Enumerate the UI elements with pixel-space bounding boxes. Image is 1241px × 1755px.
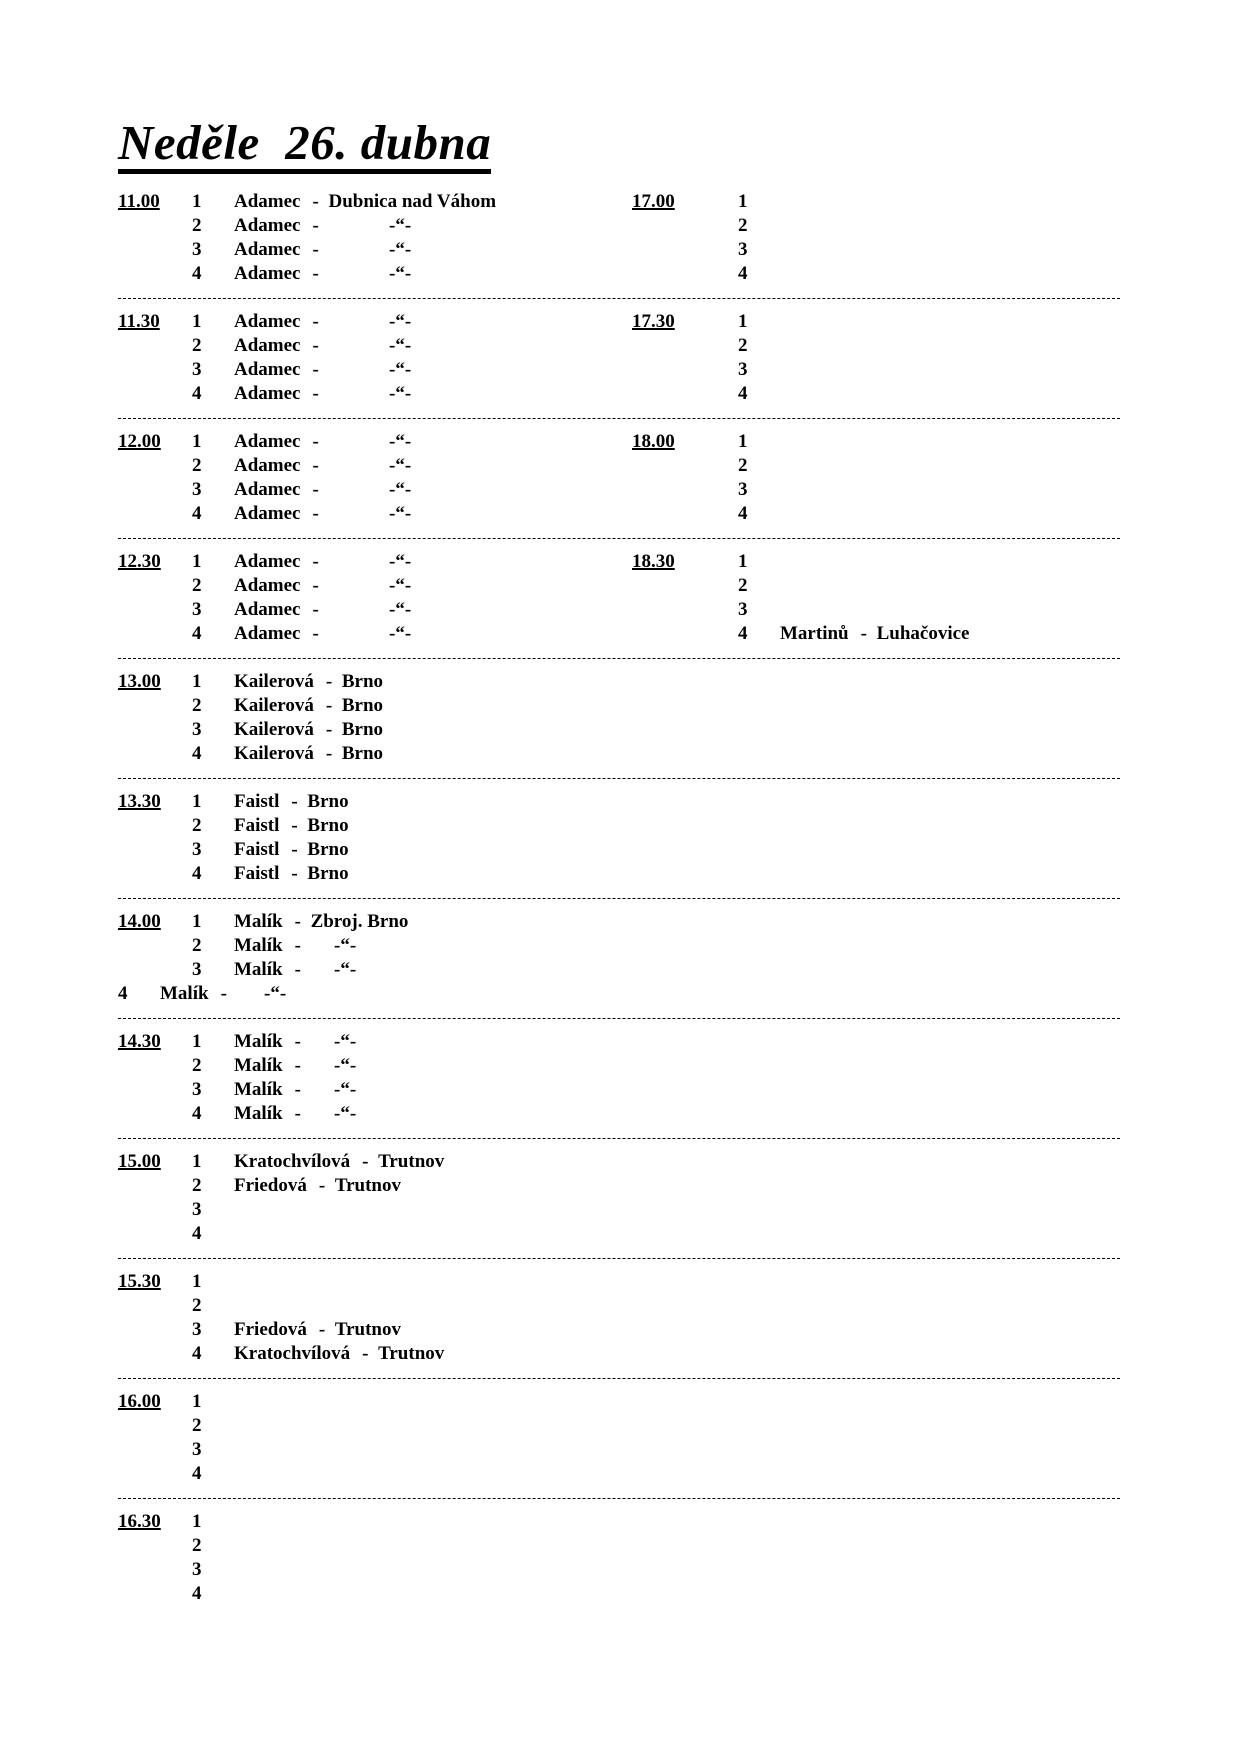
lane-number: 4 [192, 863, 202, 884]
page-title: Neděle 26. dubna [118, 118, 491, 174]
lane-number: 2 [192, 575, 202, 596]
dash-separator: - [312, 359, 319, 380]
lane-number: 1 [738, 551, 748, 572]
lane-number: 2 [738, 335, 748, 356]
slot-time: 13.30 [118, 791, 161, 812]
club-name: Luhačovice [876, 623, 970, 644]
club-name: Brno [341, 719, 384, 740]
competitor-name: Adamec [234, 383, 301, 404]
lane-number: 4 [192, 1223, 202, 1244]
club-name: Trutnov [378, 1151, 445, 1172]
dash-separator: - [312, 479, 319, 500]
club-name: -“- [389, 551, 412, 572]
competitor-name: Adamec [234, 335, 301, 356]
competitor-name: Martinů [780, 623, 849, 644]
club-name: -“- [389, 311, 412, 332]
club-name: -“- [389, 575, 412, 596]
block-divider [118, 1378, 1120, 1379]
slot-time: 13.00 [118, 671, 161, 692]
lane-number: 2 [192, 1535, 202, 1556]
dash-separator: - [291, 791, 298, 812]
dash-separator: - [312, 455, 319, 476]
club-name: -“- [334, 1031, 357, 1052]
competitor-name: Malík [234, 959, 283, 980]
competitor-name: Malík [234, 1103, 283, 1124]
competitor-name: Adamec [234, 239, 301, 260]
dash-separator: - [318, 1319, 326, 1340]
club-name: -“- [389, 431, 412, 452]
competitor-name: Adamec [234, 431, 301, 452]
lane-number: 1 [192, 191, 202, 212]
dash-separator: - [325, 671, 333, 692]
dash-separator: - [291, 815, 298, 836]
competitor-name: Malík [234, 1031, 283, 1052]
dash-separator: - [312, 191, 319, 212]
block-divider [118, 1138, 1120, 1139]
lane-number: 3 [192, 1439, 202, 1460]
dash-separator: - [312, 311, 319, 332]
competitor-name: Adamec [234, 215, 301, 236]
dash-separator: - [294, 1055, 301, 1076]
slot-time: 18.00 [632, 431, 675, 452]
slot-time: 11.00 [118, 191, 160, 212]
dash-separator: - [312, 503, 319, 524]
dash-separator: - [312, 263, 319, 284]
lane-number: 2 [192, 1055, 202, 1076]
competitor-name: Adamec [234, 575, 301, 596]
competitor-name: Kailerová [234, 743, 314, 764]
block-divider [118, 898, 1120, 899]
dash-separator: - [294, 1031, 301, 1052]
competitor-name: Malík [160, 983, 209, 1004]
lane-number: 1 [192, 551, 202, 572]
lane-number: 4 [192, 1343, 202, 1364]
club-name: -“- [334, 935, 357, 956]
lane-number: 4 [192, 1583, 202, 1604]
lane-number: 4 [738, 503, 748, 524]
block-divider [118, 1018, 1120, 1019]
slot-time: 14.00 [118, 911, 161, 932]
dash-separator: - [312, 575, 319, 596]
dash-separator: - [220, 983, 227, 1004]
lane-number: 4 [192, 263, 202, 284]
block-divider [118, 298, 1120, 299]
dash-separator: - [294, 959, 301, 980]
lane-number: 4 [192, 1103, 202, 1124]
slot-time: 17.30 [632, 311, 675, 332]
competitor-name: Adamec [234, 263, 301, 284]
competitor-name: Friedová [234, 1319, 307, 1340]
dash-separator: - [312, 335, 319, 356]
dash-separator: - [318, 1175, 326, 1196]
slot-time: 12.30 [118, 551, 161, 572]
lane-number: 3 [192, 1199, 202, 1220]
dash-separator: - [325, 695, 333, 716]
lane-number: 3 [738, 239, 748, 260]
slot-time: 15.00 [118, 1151, 161, 1172]
slot-time: 14.30 [118, 1031, 161, 1052]
competitor-name: Kailerová [234, 671, 314, 692]
club-name: -“- [334, 1103, 357, 1124]
dash-separator: - [325, 719, 333, 740]
dash-separator: - [860, 623, 867, 644]
slot-time: 17.00 [632, 191, 675, 212]
block-divider [118, 418, 1120, 419]
lane-number: 4 [738, 263, 748, 284]
competitor-name: Adamec [234, 623, 301, 644]
lane-number: 3 [192, 959, 202, 980]
club-name: Brno [307, 863, 349, 884]
lane-number: 4 [738, 383, 748, 404]
lane-number: 1 [738, 311, 748, 332]
club-name: Brno [341, 671, 384, 692]
competitor-name: Faistl [234, 791, 280, 812]
lane-number: 3 [738, 479, 748, 500]
slot-time: 18.30 [632, 551, 675, 572]
dash-separator: - [362, 1151, 369, 1172]
dash-separator: - [291, 863, 298, 884]
competitor-name: Adamec [234, 455, 301, 476]
lane-number: 3 [192, 1079, 202, 1100]
lane-number: 3 [192, 1319, 202, 1340]
lane-number: 2 [192, 695, 202, 716]
dash-separator: - [294, 935, 301, 956]
club-name: Brno [307, 791, 349, 812]
club-name: -“- [334, 959, 357, 980]
lane-number: 2 [192, 1295, 202, 1316]
lane-number: 4 [192, 383, 202, 404]
lane-number: 1 [738, 431, 748, 452]
lane-number: 1 [192, 1271, 202, 1292]
competitor-name: Adamec [234, 551, 301, 572]
competitor-name: Adamec [234, 599, 301, 620]
club-name: -“- [389, 383, 412, 404]
dash-separator: - [325, 743, 333, 764]
lane-number: 1 [192, 1511, 202, 1532]
lane-number: 3 [192, 599, 202, 620]
lane-number: 4 [738, 623, 748, 644]
competitor-name: Adamec [234, 191, 301, 212]
lane-number: 3 [192, 479, 202, 500]
club-name: -“- [389, 335, 412, 356]
competitor-name: Kailerová [234, 719, 314, 740]
competitor-name: Kratochvílová [234, 1151, 351, 1172]
lane-number: 2 [192, 455, 202, 476]
dash-separator: - [312, 215, 319, 236]
lane-number: 4 [118, 983, 128, 1004]
club-name: Brno [341, 743, 384, 764]
lane-number: 1 [738, 191, 748, 212]
lane-number: 2 [192, 1415, 202, 1436]
lane-number: 1 [192, 431, 202, 452]
slot-time: 15.30 [118, 1271, 161, 1292]
competitor-name: Kratochvílová [234, 1343, 351, 1364]
club-name: -“- [389, 263, 412, 284]
lane-number: 1 [192, 911, 202, 932]
club-name: Brno [307, 839, 349, 860]
block-divider [118, 778, 1120, 779]
lane-number: 2 [738, 575, 748, 596]
dash-separator: - [312, 431, 319, 452]
lane-number: 3 [738, 359, 748, 380]
club-name: -“- [334, 1055, 357, 1076]
lane-number: 2 [192, 815, 202, 836]
club-name: Brno [341, 695, 384, 716]
dash-separator: - [312, 239, 319, 260]
competitor-name: Malík [234, 1055, 283, 1076]
club-name: -“- [389, 239, 412, 260]
dash-separator: - [312, 623, 319, 644]
block-divider [118, 658, 1120, 659]
club-name: Brno [307, 815, 349, 836]
slot-time: 16.00 [118, 1391, 161, 1412]
competitor-name: Kailerová [234, 695, 314, 716]
lane-number: 1 [192, 1151, 202, 1172]
lane-number: 4 [192, 743, 202, 764]
competitor-name: Adamec [234, 311, 301, 332]
club-name: Dubnica nad Váhom [328, 191, 497, 212]
competitor-name: Faistl [234, 839, 280, 860]
competitor-name: Faistl [234, 815, 280, 836]
lane-number: 3 [192, 719, 202, 740]
club-name: Zbroj. Brno [310, 911, 409, 932]
lane-number: 2 [192, 1175, 202, 1196]
dash-separator: - [291, 839, 298, 860]
dash-separator: - [312, 599, 319, 620]
lane-number: 2 [192, 215, 202, 236]
lane-number: 1 [192, 1391, 202, 1412]
dash-separator: - [294, 1103, 301, 1124]
club-name: -“- [389, 455, 412, 476]
dash-separator: - [294, 911, 301, 932]
club-name: Trutnov [334, 1319, 401, 1340]
club-name: Trutnov [334, 1175, 401, 1196]
lane-number: 3 [192, 1559, 202, 1580]
lane-number: 3 [192, 839, 202, 860]
competitor-name: Adamec [234, 503, 301, 524]
competitor-name: Adamec [234, 479, 301, 500]
club-name: -“- [389, 599, 412, 620]
lane-number: 1 [192, 791, 202, 812]
lane-number: 1 [192, 1031, 202, 1052]
lane-number: 1 [192, 671, 202, 692]
club-name: -“- [389, 623, 412, 644]
lane-number: 2 [192, 335, 202, 356]
block-divider [118, 538, 1120, 539]
slot-time: 12.00 [118, 431, 161, 452]
block-divider [118, 1258, 1120, 1259]
lane-number: 3 [738, 599, 748, 620]
club-name: -“- [389, 479, 412, 500]
lane-number: 2 [738, 215, 748, 236]
lane-number: 4 [192, 1463, 202, 1484]
slot-time: 16.30 [118, 1511, 161, 1532]
club-name: Trutnov [378, 1343, 445, 1364]
lane-number: 3 [192, 359, 202, 380]
lane-number: 3 [192, 239, 202, 260]
competitor-name: Malík [234, 1079, 283, 1100]
dash-separator: - [294, 1079, 301, 1100]
dash-separator: - [312, 383, 319, 404]
competitor-name: Faistl [234, 863, 280, 884]
club-name: -“- [264, 983, 287, 1004]
dash-separator: - [312, 551, 319, 572]
competitor-name: Friedová [234, 1175, 307, 1196]
lane-number: 2 [192, 935, 202, 956]
club-name: -“- [389, 503, 412, 524]
competitor-name: Adamec [234, 359, 301, 380]
block-divider [118, 1498, 1120, 1499]
competitor-name: Malík [234, 911, 283, 932]
club-name: -“- [334, 1079, 357, 1100]
lane-number: 4 [192, 503, 202, 524]
lane-number: 4 [192, 623, 202, 644]
slot-time: 11.30 [118, 311, 160, 332]
dash-separator: - [362, 1343, 369, 1364]
club-name: -“- [389, 359, 412, 380]
competitor-name: Malík [234, 935, 283, 956]
club-name: -“- [389, 215, 412, 236]
lane-number: 1 [192, 311, 202, 332]
lane-number: 2 [738, 455, 748, 476]
